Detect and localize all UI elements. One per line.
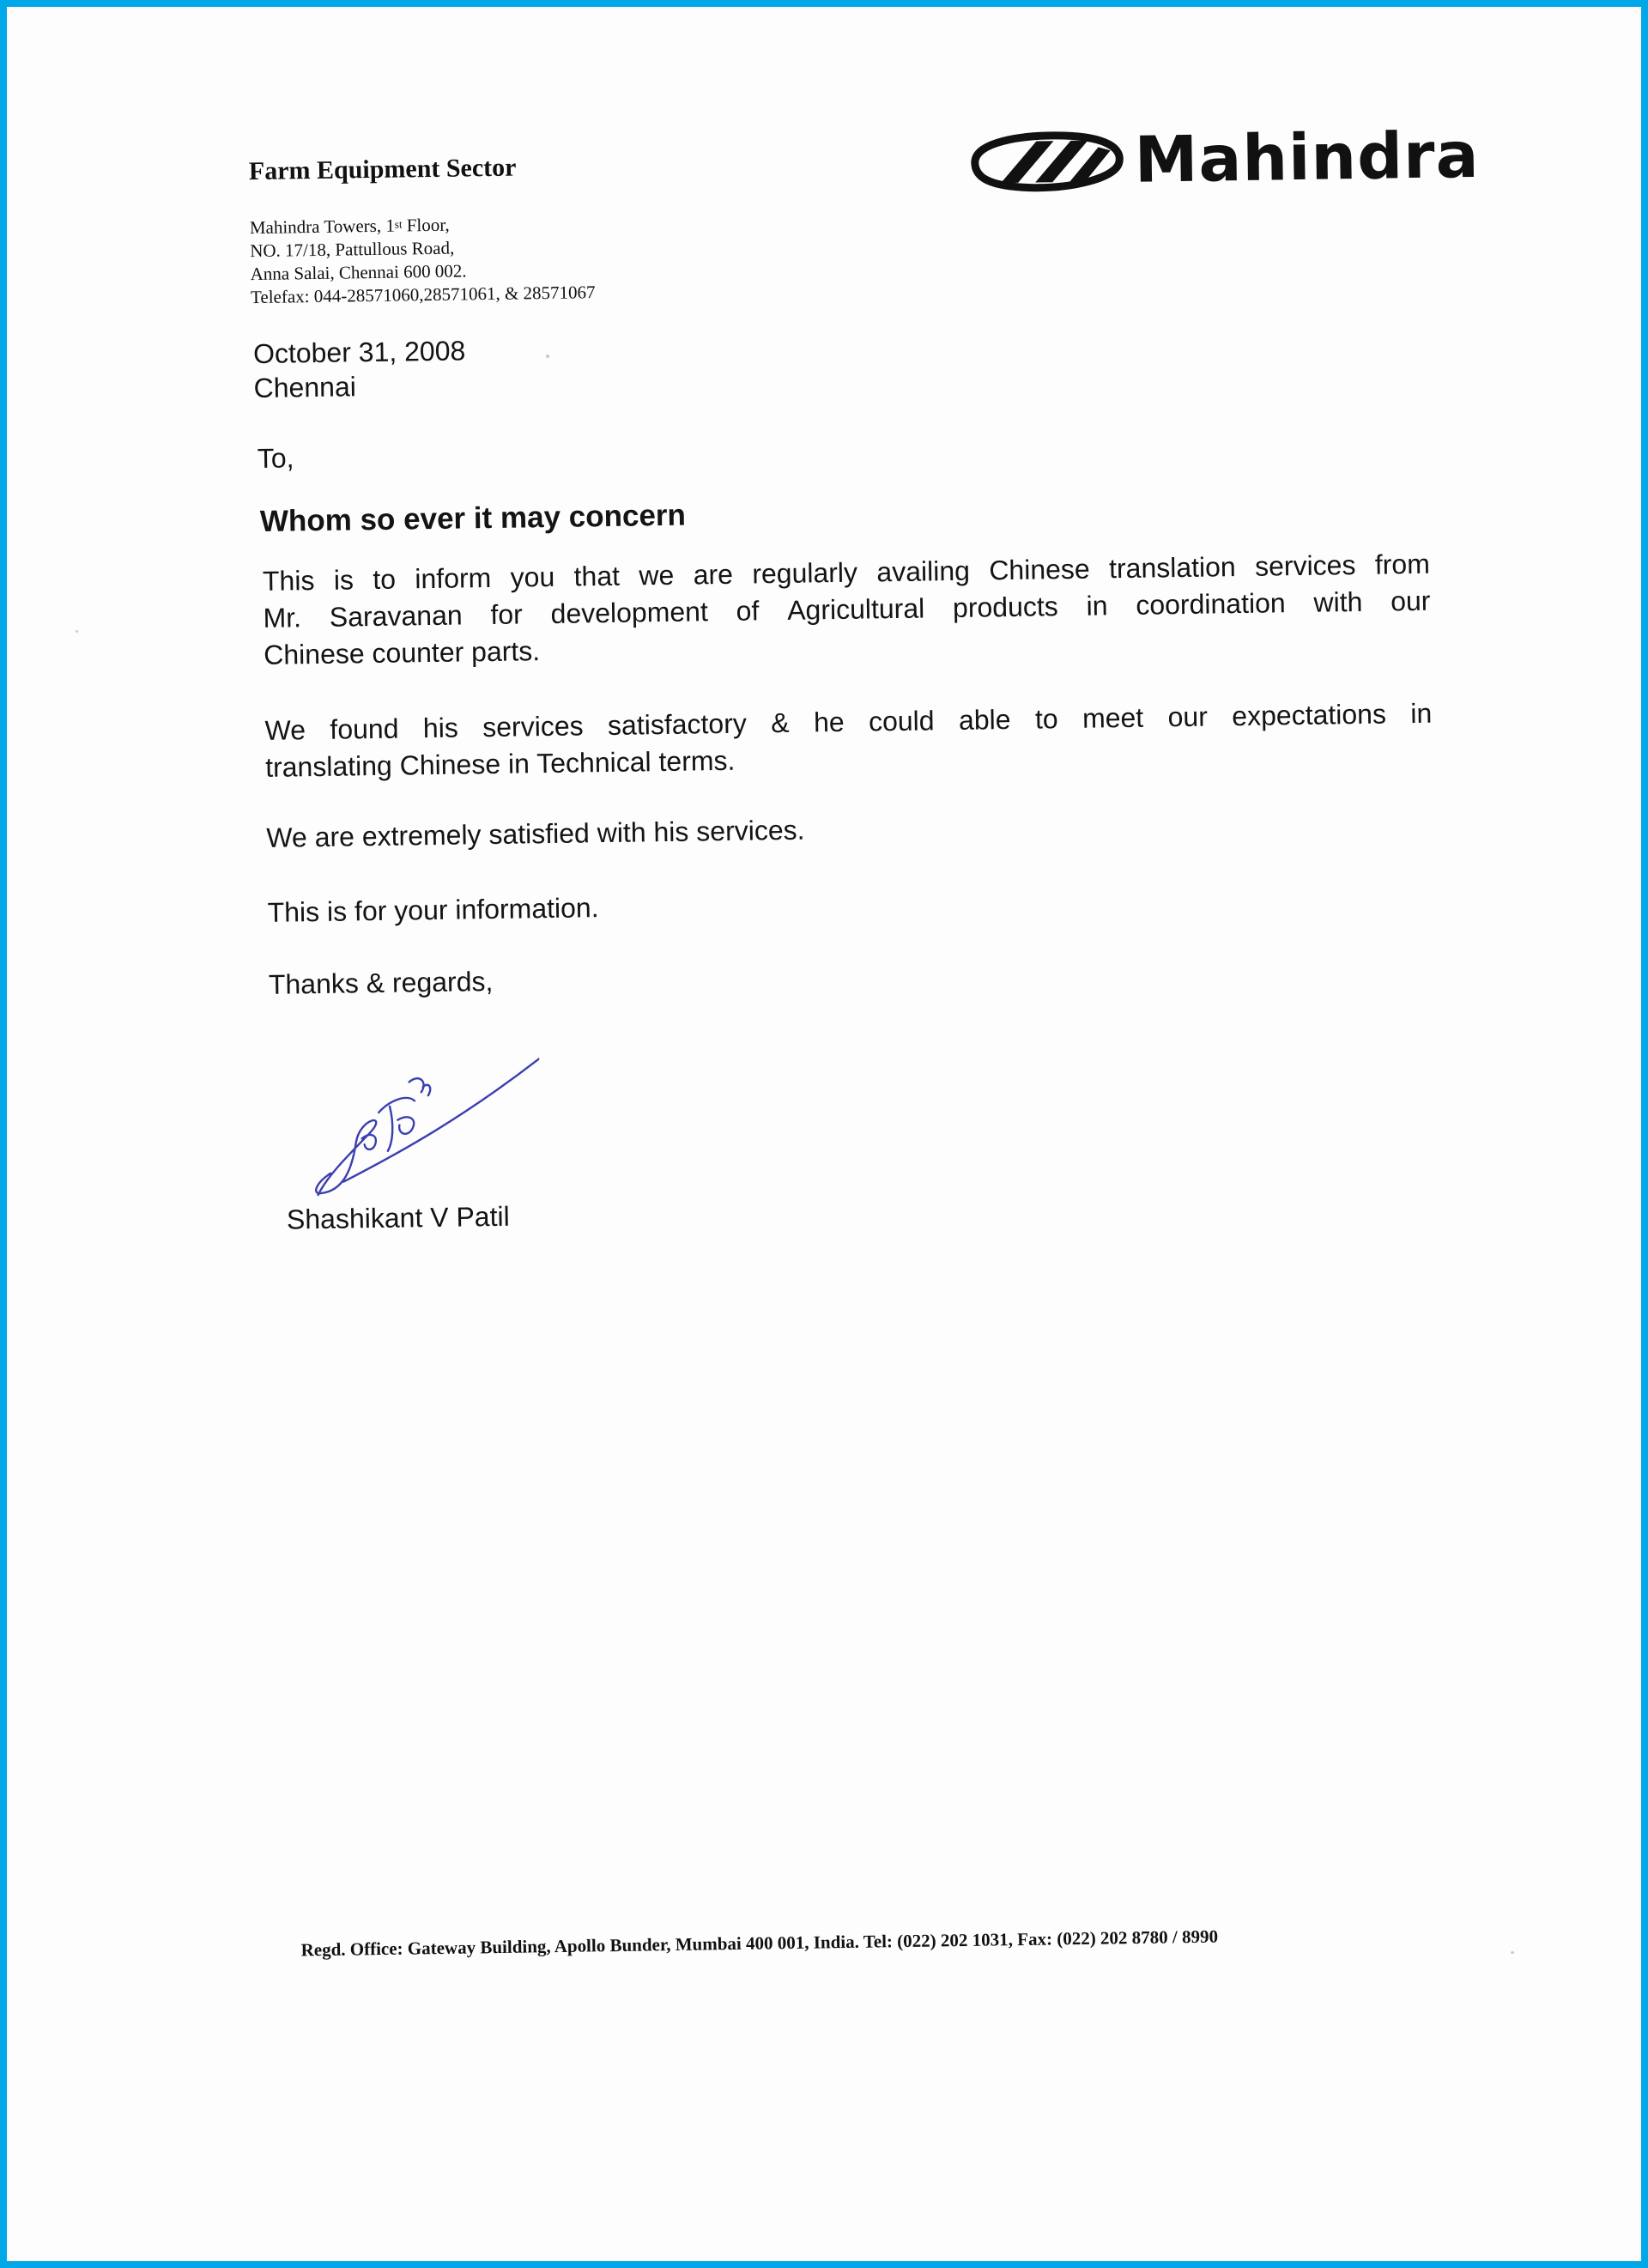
subject-line: Whom so ever it may concern: [259, 498, 687, 538]
paragraph-1-line-2-word: our: [1390, 585, 1431, 617]
date-city-block: [253, 333, 466, 405]
address-line-4: Telefax: 044-28571060,28571061, & 28571067: [250, 282, 596, 308]
mahindra-wordmark: Mahindra: [1134, 118, 1481, 197]
signatory-name: Shashikant V Patil: [286, 1200, 510, 1235]
paragraph-1-line-1-word: is: [333, 564, 354, 596]
paragraph-1-line-2-word: coordination: [1136, 587, 1286, 621]
address-line-2: NO. 17/18, Pattullous Road,: [250, 237, 455, 262]
letter-date: October 31, 2008: [252, 335, 466, 370]
address-line-3: Anna Salai, Chennai 600 002.: [250, 260, 467, 285]
recipient-line: To,: [257, 442, 294, 475]
paragraph-3: We are extremely satisfied with his services.: [266, 814, 805, 853]
paragraph-2-line-1-word: our: [1167, 700, 1209, 733]
paragraph-1-line-1-word: services: [1254, 549, 1356, 582]
paragraph-2-line-1-word: in: [1410, 697, 1433, 730]
paragraph-2-line-1-word: could: [868, 705, 935, 737]
scan-speck: [76, 630, 78, 633]
paragraph-2-line-1-word: his: [422, 712, 459, 744]
closing-line: Thanks & regards,: [268, 966, 494, 1000]
letter-body: [4, 0, 1648, 2268]
paragraph-2-line-2: translating Chinese in Technical terms.: [264, 744, 736, 783]
paragraph-2-line-1-word: services: [482, 710, 584, 743]
paragraph-1-line-2-word: in: [1086, 590, 1108, 622]
paragraph-2-line-1-word: We: [264, 714, 306, 746]
paragraph-1-line-1-word: Chinese: [989, 553, 1090, 586]
paragraph-2-line-1-word: &: [770, 706, 790, 739]
paragraph-1-line-1-word: regularly: [752, 556, 858, 590]
mahindra-logo-mark-icon: [969, 130, 1124, 194]
paragraph-1-line-1-word: that: [573, 560, 621, 592]
paragraph-2-line-1-word: able: [958, 704, 1011, 736]
paragraph-1-line-1-word: are: [693, 558, 734, 591]
handwritten-signature: [307, 1028, 542, 1204]
mahindra-logo: [969, 118, 1481, 203]
paragraph-1-line-2-word: products: [952, 591, 1059, 624]
paragraph-2-line-1-word: satisfactory: [607, 707, 748, 741]
paragraph-1-line-1-word: availing: [876, 555, 971, 588]
paragraph-2-line-1-word: meet: [1082, 701, 1144, 734]
sector-title: Farm Equipment Sector: [248, 153, 517, 186]
paragraph-1-line-1-word: from: [1374, 548, 1431, 580]
paragraph-1-line-1-word: This: [262, 565, 315, 597]
paragraph-2-line-1-word: expectations: [1232, 698, 1387, 732]
paragraph-2-line-1-word: found: [330, 713, 399, 745]
paragraph-1-line-1-word: you: [510, 561, 555, 593]
address-line-1: Mahindra Towers, 1st Floor,: [249, 214, 450, 239]
paragraph-2: [264, 695, 1433, 786]
paragraph-1: [263, 546, 1432, 674]
paragraph-1-line-1-word: inform: [415, 561, 492, 595]
paragraph-1-line-2-word: Mr.: [263, 602, 302, 634]
paragraph-1-line-1-word: we: [639, 559, 675, 591]
scan-speck: [1511, 1951, 1514, 1954]
paragraph-1-line-3: Chinese counter parts.: [263, 635, 541, 670]
paragraph-1-line-2-word: for: [490, 598, 524, 630]
paragraph-1-line-2-word: of: [736, 595, 760, 627]
letter-city: Chennai: [253, 371, 357, 404]
scan-speck: [546, 355, 549, 358]
address-block: [250, 211, 596, 309]
registered-office-footer: Regd. Office: Gateway Building, Apollo Bunder, Mumbai 400 001, India. Tel: (022) 202 1031, Fax: (022) 202 8780 / 8990: [300, 1925, 1219, 1961]
paragraph-1-line-2-word: Saravanan: [329, 599, 463, 633]
paragraph-1-line-2-word: Agricultural: [786, 592, 925, 626]
paragraph-4: This is for your information.: [267, 892, 599, 928]
paragraph-1-line-2-word: with: [1313, 585, 1363, 618]
paragraph-1-line-1-word: to: [373, 563, 397, 596]
paragraph-1-line-2-word: development: [550, 596, 709, 629]
paragraph-1-line-1-word: translation: [1108, 551, 1236, 585]
paragraph-2-line-1-word: he: [813, 706, 845, 738]
paragraph-2-line-1-word: to: [1034, 703, 1058, 735]
